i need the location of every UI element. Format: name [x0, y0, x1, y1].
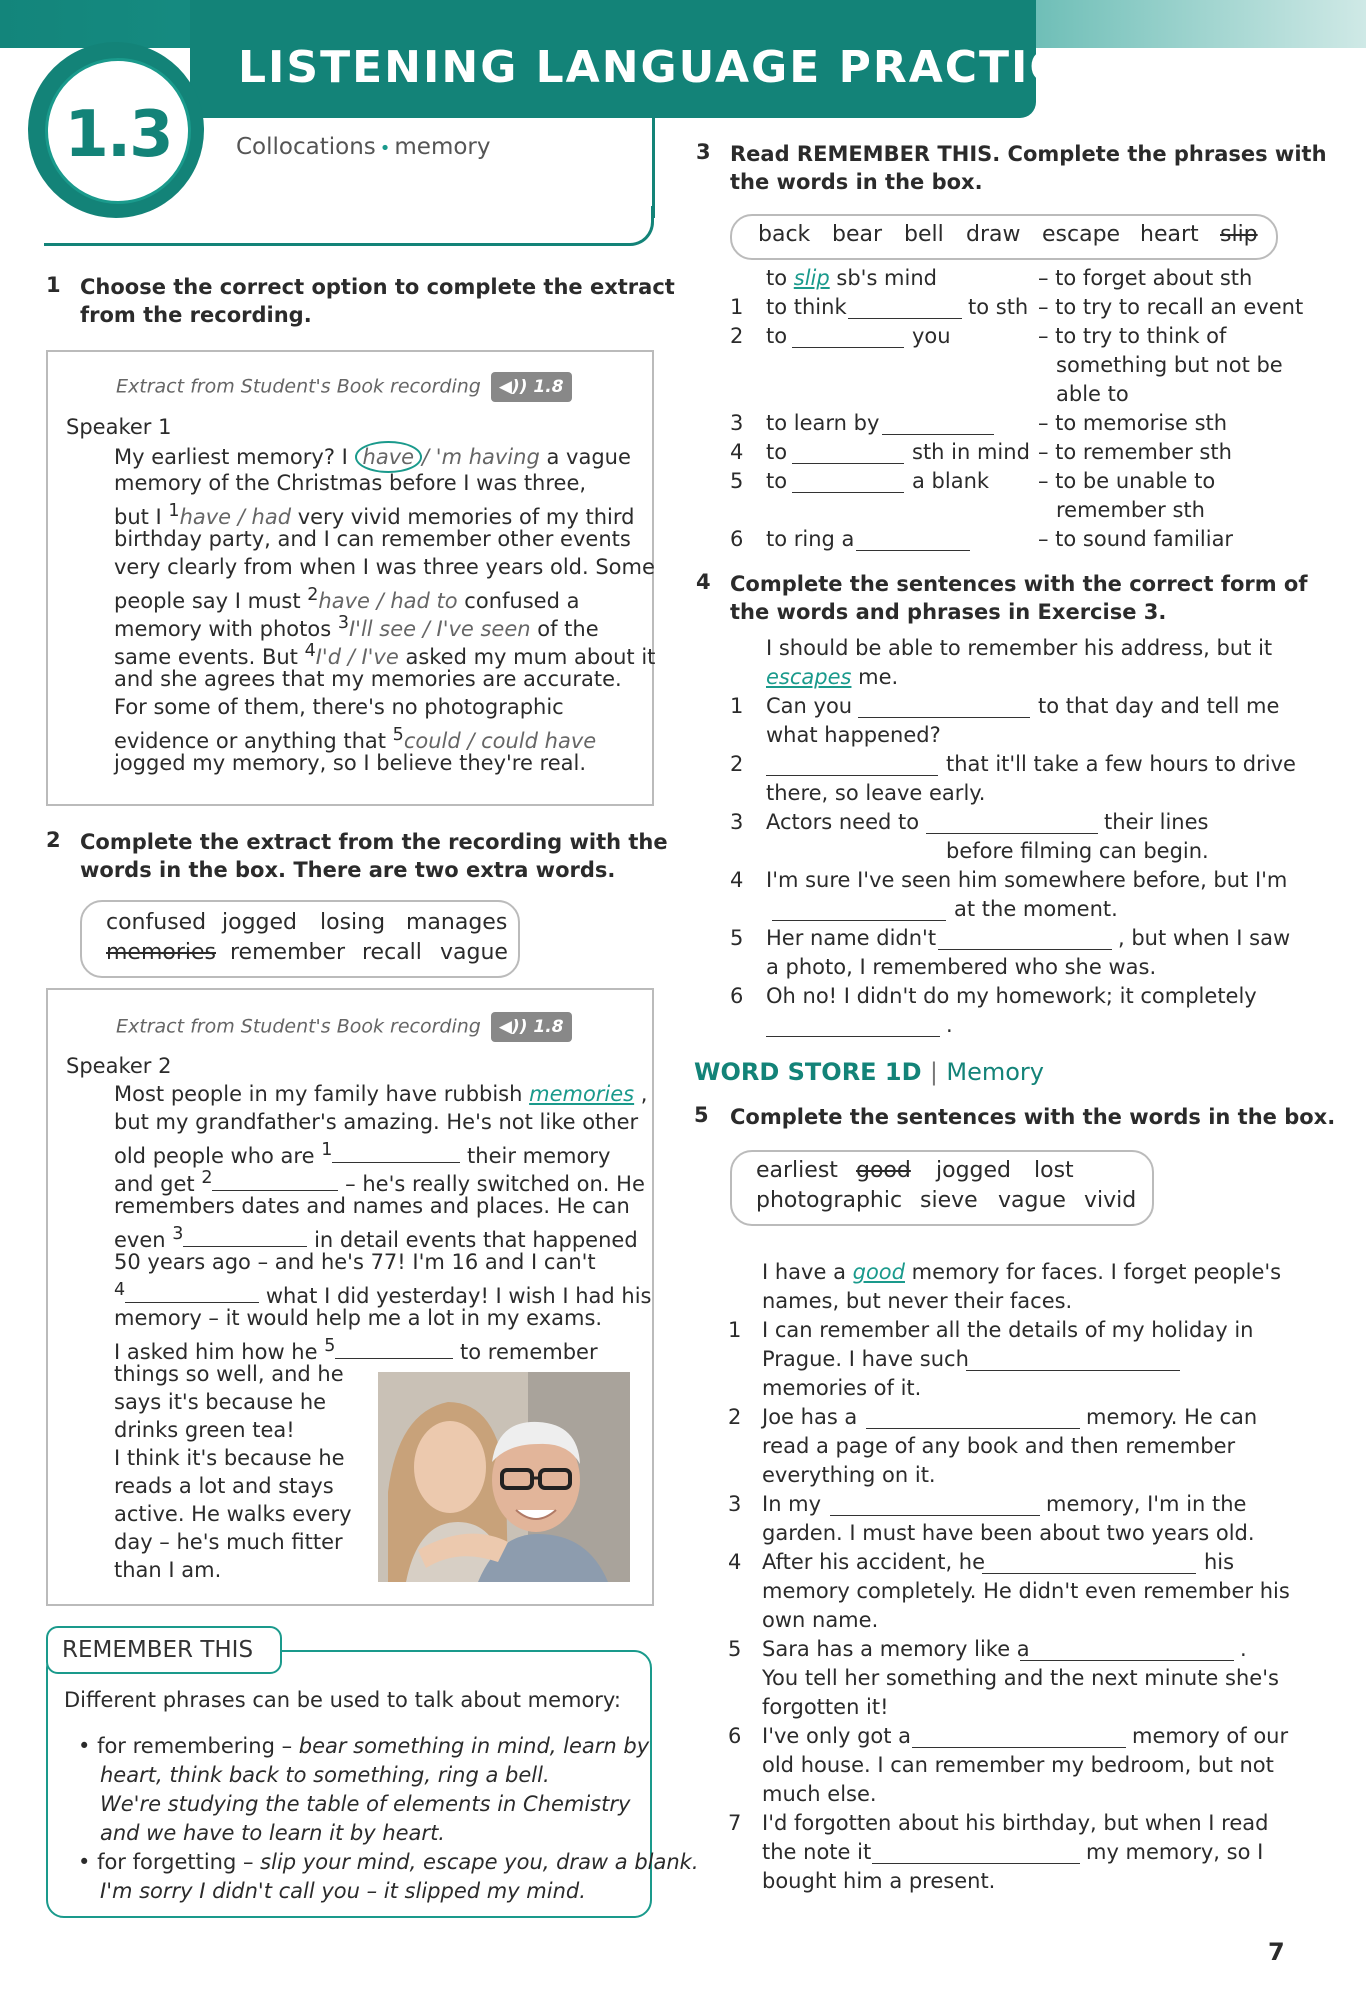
audio-track-tag[interactable]: ◀)) 1.8 — [491, 372, 572, 402]
ex2-l6a: even — [114, 1228, 173, 1252]
ex5-s3c: garden. I must have been about two years old. — [762, 1521, 1255, 1545]
ex1-number: 1 — [46, 273, 61, 297]
header-divider-vertical — [652, 118, 655, 218]
ex5-number: 5 — [694, 1103, 709, 1127]
lesson-number: 1.3 — [64, 98, 172, 172]
ex2-example-answer: memories — [529, 1082, 635, 1106]
ex4-gap-4[interactable] — [772, 903, 946, 921]
ex5-num-6: 6 — [728, 1724, 742, 1748]
ex3-r4b: sth in mind — [912, 440, 1030, 464]
ex3-r1a: to think — [766, 295, 847, 319]
ex1-l1c: a vague — [539, 445, 631, 469]
ex2-line-17: day – he's much fitter — [114, 1530, 343, 1554]
ex2-word-losing: losing — [320, 910, 386, 935]
lesson-subtitle — [236, 134, 491, 160]
page-title: LISTENING LANGUAGE PRACTICE — [238, 42, 1096, 93]
ex4-example-end: me. — [851, 665, 899, 689]
ex1-gap-5: 5 — [392, 725, 404, 745]
ex5-s5b: . — [1240, 1637, 1247, 1661]
ex4-s6a: Oh no! I didn't do my homework; it completely — [766, 984, 1257, 1008]
ex5-s5c: You tell her something and the next minute she's — [762, 1666, 1279, 1690]
ex1-line-2: memory of the Christmas before I was three, — [114, 471, 587, 495]
word-store-label: WORD STORE 1D — [694, 1058, 922, 1086]
ex3-num-1: 1 — [730, 295, 744, 319]
ex5-s1b: Prague. I have such — [762, 1347, 969, 1371]
ex5-s7b: the note it — [762, 1840, 872, 1864]
ex5-word-lost: lost — [1034, 1158, 1074, 1183]
ex5-word-vague: vague — [998, 1188, 1066, 1213]
bullet-icon: • — [379, 138, 391, 159]
ex3-word-escape: escape — [1042, 222, 1121, 247]
ex5-num-1: 1 — [728, 1318, 742, 1342]
ex2-line-1 — [114, 1080, 647, 1108]
ex2-gap-5-num: 5 — [324, 1336, 336, 1356]
ex1-gap-1: 1 — [168, 501, 180, 521]
ex1-option-1[interactable]: have / had — [179, 505, 292, 529]
ex3-gap-5[interactable] — [792, 475, 904, 493]
ex5-gap-4[interactable] — [982, 1556, 1196, 1574]
ex3-r4a: to — [766, 440, 788, 464]
ex2-line-12: says it's because he — [114, 1390, 327, 1414]
speaker-2-label: Speaker 2 — [66, 1054, 172, 1078]
subtitle-collocations: Collocations — [236, 134, 376, 160]
speaker-1-label: Speaker 1 — [66, 415, 172, 439]
ex3-instruction-2: the words in the box. — [730, 170, 983, 194]
ex3-word-heart: heart — [1140, 222, 1199, 247]
ex2-gap-1-num: 1 — [321, 1140, 333, 1160]
ex4-s4a: I'm sure I've seen him somewhere before, but I'm — [766, 868, 1288, 892]
ex5-gap-5[interactable] — [1020, 1643, 1234, 1661]
ex5-gap-3[interactable] — [830, 1498, 1040, 1516]
ex5-s2d: everything on it. — [762, 1463, 936, 1487]
ex2-line-9: memory – it would help me a lot in my exams. — [114, 1306, 603, 1330]
ex2-l4a: and get — [114, 1172, 202, 1196]
ex5-example-1 — [762, 1258, 1281, 1286]
remember-example-1a: We're studying the table of elements in Chemistry — [100, 1792, 631, 1816]
ex3-r1b: to sth — [968, 295, 1029, 319]
word-store-heading — [694, 1058, 1044, 1086]
ex4-example-2 — [766, 663, 898, 691]
ex1-line-4: birthday party, and I can remember other events — [114, 527, 631, 551]
ex3-def-2b: something but not be — [1056, 353, 1283, 377]
ex5-s6c: old house. I can remember my bedroom, but not — [762, 1753, 1274, 1777]
ex5-ex-a: I have a — [762, 1260, 853, 1284]
ex5-s4c: memory completely. He didn't even remember his — [762, 1579, 1290, 1603]
ex5-word-sieve: sieve — [920, 1188, 978, 1213]
ex5-example-answer: good — [852, 1260, 905, 1284]
ex1-extract-label-text: Extract from Student's Book recording — [116, 375, 481, 398]
ex2-word-manages: manages — [406, 910, 508, 935]
ex4-num-5: 5 — [730, 926, 744, 950]
ex3-gap-3[interactable] — [882, 417, 994, 435]
ex2-word-vague: vague — [440, 940, 508, 965]
ex3-def-2: – to try to think of — [1038, 324, 1227, 348]
ex5-num-4: 4 — [728, 1550, 742, 1574]
ex3-def-5b: remember sth — [1056, 498, 1205, 522]
ex5-s5a: Sara has a memory like a — [762, 1637, 1030, 1661]
ex5-word-photographic: photographic — [756, 1188, 903, 1213]
ex3-num-4: 4 — [730, 440, 744, 464]
ex1-option-3[interactable]: I'll see / I've seen — [348, 617, 531, 641]
ex3-example-def: – to forget about sth — [1038, 266, 1253, 290]
ex3-r6a: to ring a — [766, 527, 855, 551]
header-divider — [44, 206, 654, 246]
ex1-l8c: asked my mum about it — [398, 645, 656, 669]
ex4-instruction-1: Complete the sentences with the correct form of — [730, 572, 1308, 596]
ex2-l6b: in detail events that happened — [307, 1228, 638, 1252]
ex3-def-4: – to remember sth — [1038, 440, 1232, 464]
ex1-line-9: and she agrees that my memories are accurate. — [114, 667, 622, 691]
ex2-gap-4[interactable] — [125, 1285, 259, 1303]
grandfather-photo — [378, 1372, 630, 1582]
photo-illustration — [378, 1372, 630, 1582]
ex4-gap-1[interactable] — [858, 700, 1030, 718]
ex2-track-number: 1.8 — [533, 1017, 564, 1037]
audio-track-tag-2[interactable]: ◀)) 1.8 — [491, 1012, 572, 1042]
ex3-def-6: – to sound familiar — [1038, 527, 1234, 551]
ex1-l1-option[interactable]: / 'm having — [422, 445, 540, 469]
ex1-l1a: My earliest memory? I — [114, 445, 355, 469]
ex3-r0b: sb's mind — [829, 266, 937, 290]
ex2-word-confused: confused — [106, 910, 207, 935]
ex2-l3a: old people who are — [114, 1144, 322, 1168]
ex5-s6b: memory of our — [1132, 1724, 1289, 1748]
ex4-num-6: 6 — [730, 984, 744, 1008]
ex4-gap-3[interactable] — [926, 816, 1098, 834]
word-store-separator: | — [929, 1058, 938, 1086]
ex2-instruction-1: Complete the extract from the recording with the — [80, 830, 668, 854]
remember-b2a: for forgetting – — [97, 1850, 261, 1874]
ex5-instruction: Complete the sentences with the words in the box. — [730, 1105, 1336, 1129]
ex1-l7c: of the — [530, 617, 599, 641]
ex3-r3a: to learn by — [766, 411, 880, 435]
ex2-line-5: remembers dates and names and places. He can — [114, 1194, 630, 1218]
ex2-gap-3-num: 3 — [172, 1224, 184, 1244]
ex3-def-5: – to be unable to — [1038, 469, 1216, 493]
remember-bullet-1-cont: heart, think back to something, ring a bell. — [100, 1763, 550, 1787]
ex4-s6c: . — [946, 1013, 953, 1037]
ex3-num-2: 2 — [730, 324, 744, 348]
ex3-gap-4[interactable] — [792, 446, 904, 464]
ex2-extract-label — [116, 1012, 572, 1042]
ex2-l4b: – he's really switched on. He — [338, 1172, 645, 1196]
ex5-s7c: my memory, so I — [1086, 1840, 1264, 1864]
ex4-s5b: , but when I saw — [1118, 926, 1291, 950]
remember-bullet-2: • for forgetting – slip your mind, escape you, draw a blank. — [78, 1850, 699, 1874]
ex5-s6d: much else. — [762, 1782, 877, 1806]
ex2-word-recall: recall — [362, 940, 422, 965]
ex2-instruction-2: words in the box. There are two extra words. — [80, 858, 616, 882]
ex4-s2c: there, so leave early. — [766, 781, 986, 805]
ex2-line-7: 50 years ago – and he's 77! I'm 16 and I can't — [114, 1250, 596, 1274]
ex1-line-10: For some of them, there's no photographic — [114, 695, 564, 719]
ex5-word-earliest: earliest — [756, 1158, 838, 1183]
ex3-word-slip: slip — [1220, 222, 1258, 247]
ex2-line-11: things so well, and he — [114, 1362, 344, 1386]
ex4-num-4: 4 — [730, 868, 744, 892]
ex1-instruction-1: Choose the correct option to complete the extract — [80, 275, 675, 299]
ex5-example-2: names, but never their faces. — [762, 1289, 1073, 1313]
ex2-word-remember: remember — [230, 940, 346, 965]
ex5-s3b: memory, I'm in the — [1046, 1492, 1247, 1516]
ex3-example-phrase — [766, 264, 937, 292]
ex5-gap-2[interactable] — [866, 1411, 1080, 1429]
ex3-word-back: back — [758, 222, 811, 247]
ex1-gap-4: 4 — [304, 641, 316, 661]
ex1-l3c: very vivid memories of my third — [291, 505, 635, 529]
ex3-word-draw: draw — [966, 222, 1021, 247]
ex4-instruction-2: the words and phrases in Exercise 3. — [730, 600, 1167, 624]
ex2-l1b: , — [634, 1082, 648, 1106]
remember-example-1b: and we have to learn it by heart. — [100, 1821, 445, 1845]
ex1-line-5: very clearly from when I was three years old. Some — [114, 555, 655, 579]
subtitle-memory: memory — [394, 134, 491, 160]
ex2-l3b: their memory — [460, 1144, 611, 1168]
ex5-s2c: read a page of any book and then remember — [762, 1434, 1236, 1458]
page-number: 7 — [1268, 1938, 1285, 1966]
remember-b2b: slip your mind, escape you, draw a blank. — [260, 1850, 699, 1874]
ex5-s2b: memory. He can — [1086, 1405, 1258, 1429]
ex5-num-3: 3 — [728, 1492, 742, 1516]
ex2-gap-2-num: 2 — [201, 1168, 213, 1188]
ex4-s3c: before filming can begin. — [946, 839, 1209, 863]
ex2-gap-3[interactable] — [183, 1229, 307, 1247]
ex4-example-answer: escapes — [766, 665, 852, 689]
ex2-line-2: but my grandfather's amazing. He's not like other — [114, 1110, 639, 1134]
ex1-circled-answer[interactable]: have — [355, 441, 423, 473]
ex3-def-2c: able to — [1056, 382, 1129, 406]
ex4-s3b: their lines — [1104, 810, 1209, 834]
ex2-l1a: Most people in my family have rubbish — [114, 1082, 530, 1106]
ex5-s3a: In my — [762, 1492, 822, 1516]
remember-example-2: I'm sorry I didn't call you – it slipped my mind. — [100, 1879, 586, 1903]
ex3-instruction-1: Read REMEMBER THIS. Complete the phrases with — [730, 142, 1327, 166]
ex5-word-good: good — [856, 1158, 911, 1183]
ex2-line-18: than I am. — [114, 1558, 222, 1582]
ex5-gap-6[interactable] — [912, 1730, 1126, 1748]
ex3-number: 3 — [696, 140, 711, 164]
remember-bullet-1: • for remembering – bear something in mind, learn by — [78, 1734, 650, 1758]
ex4-num-2: 2 — [730, 752, 744, 776]
ex3-r2b: you — [912, 324, 951, 348]
ex1-option-2[interactable]: have / had to — [318, 589, 458, 613]
ex3-word-bear: bear — [832, 222, 883, 247]
ex4-s5c: a photo, I remembered who she was. — [766, 955, 1157, 979]
ex1-l7a: memory with photos — [114, 617, 338, 641]
remember-this-title: REMEMBER THIS — [62, 1637, 254, 1663]
ex5-s7d: bought him a present. — [762, 1869, 996, 1893]
ex1-option-4[interactable]: I'd / I've — [315, 645, 399, 669]
ex4-num-1: 1 — [730, 694, 744, 718]
ex2-line-15: reads a lot and stays — [114, 1474, 334, 1498]
ex3-def-3: – to memorise sth — [1038, 411, 1228, 435]
ex5-s1c: memories of it. — [762, 1376, 922, 1400]
ex3-num-5: 5 — [730, 469, 744, 493]
remember-b1b: bear something in mind, learn by — [298, 1734, 650, 1758]
remember-b1a: for remembering – — [97, 1734, 299, 1758]
ex4-s5a: Her name didn't — [766, 926, 937, 950]
ex4-example-1: I should be able to remember his address, but it — [766, 636, 1273, 660]
ex5-s5d: forgotten it! — [762, 1695, 889, 1719]
ex1-option-5[interactable]: could / could have — [403, 729, 597, 753]
ex5-word-jogged: jogged — [936, 1158, 1012, 1183]
ex2-number: 2 — [46, 828, 61, 852]
ex3-gap-2[interactable] — [792, 330, 904, 348]
ex4-s3a: Actors need to — [766, 810, 920, 834]
ex3-num-3: 3 — [730, 411, 744, 435]
ex3-num-6: 6 — [730, 527, 744, 551]
ex4-s4c: at the moment. — [954, 897, 1118, 921]
ex1-l6c: confused a — [457, 589, 580, 613]
ex1-gap-3: 3 — [337, 613, 349, 633]
ex1-l6a: people say I must — [114, 589, 308, 613]
ex5-s4b: his — [1204, 1550, 1235, 1574]
ex4-s2b: that it'll take a few hours to drive — [946, 752, 1296, 776]
ex3-word-bell: bell — [904, 222, 944, 247]
ex4-s1a: Can you — [766, 694, 853, 718]
ex2-gap-4-num: 4 — [114, 1280, 126, 1300]
ex5-s4d: own name. — [762, 1608, 879, 1632]
ex3-def-1: – to try to recall an event — [1038, 295, 1304, 319]
ex1-gap-2: 2 — [307, 585, 319, 605]
ex2-word-memories: memories — [106, 940, 217, 965]
ex1-l8a: same events. But — [114, 645, 305, 669]
remember-intro: Different phrases can be used to talk about memory: — [64, 1688, 621, 1712]
ex5-s2a: Joe has a — [762, 1405, 858, 1429]
ex4-gap-6[interactable] — [766, 1019, 940, 1037]
ex2-line-13: drinks green tea! — [114, 1418, 295, 1442]
word-store-topic: Memory — [946, 1058, 1044, 1086]
ex4-gap-5[interactable] — [938, 932, 1112, 950]
ex5-s7a: I'd forgotten about his birthday, but when I read — [762, 1811, 1269, 1835]
ex2-line-16: active. He walks every — [114, 1502, 352, 1526]
ex1-l3a: but I — [114, 505, 169, 529]
ex2-word-jogged: jogged — [222, 910, 298, 935]
ex3-r5b: a blank — [912, 469, 990, 493]
ex2-line-14: I think it's because he — [114, 1446, 345, 1470]
ex2-extract-label-text: Extract from Student's Book recording — [116, 1015, 481, 1038]
ex5-s1a: I can remember all the details of my holiday in — [762, 1318, 1254, 1342]
ex3-gap-1[interactable] — [848, 301, 962, 319]
ex5-num-5: 5 — [728, 1637, 742, 1661]
ex5-num-2: 2 — [728, 1405, 742, 1429]
ex5-word-vivid: vivid — [1084, 1188, 1137, 1213]
ex1-line-12: jogged my memory, so I believe they're real. — [114, 751, 587, 775]
ex1-l11a: evidence or anything that — [114, 729, 393, 753]
ex5-s6a: I've only got a — [762, 1724, 912, 1748]
ex2-gap-5[interactable] — [335, 1341, 453, 1359]
ex2-l10a: I asked him how he — [114, 1340, 325, 1364]
ex1-track-number: 1.8 — [533, 377, 564, 397]
ex1-instruction-2: from the recording. — [80, 303, 312, 327]
ex5-gap-7[interactable] — [872, 1846, 1080, 1864]
ex2-l8b: what I did yesterday! I wish I had his — [259, 1284, 652, 1308]
ex2-l10b: to remember — [453, 1340, 598, 1364]
ex4-number: 4 — [696, 570, 711, 594]
ex4-num-3: 3 — [730, 810, 744, 834]
ex5-gap-1[interactable] — [966, 1353, 1180, 1371]
ex3-r2a: to — [766, 324, 788, 348]
ex2-gap-1[interactable] — [332, 1145, 460, 1163]
ex5-ex-b: memory for faces. I forget people's — [904, 1260, 1282, 1284]
ex4-s1c: what happened? — [766, 723, 941, 747]
ex4-s1b: to that day and tell me — [1038, 694, 1280, 718]
ex3-gap-6[interactable] — [856, 533, 970, 551]
ex2-gap-2[interactable] — [212, 1173, 338, 1191]
ex3-example-answer: slip — [793, 266, 830, 290]
ex5-num-7: 7 — [728, 1811, 742, 1835]
ex4-gap-2[interactable] — [766, 758, 938, 776]
ex1-extract-label — [116, 372, 572, 402]
ex5-s4a: After his accident, he — [762, 1550, 986, 1574]
ex3-r0a: to — [766, 266, 794, 290]
ex3-r5a: to — [766, 469, 788, 493]
